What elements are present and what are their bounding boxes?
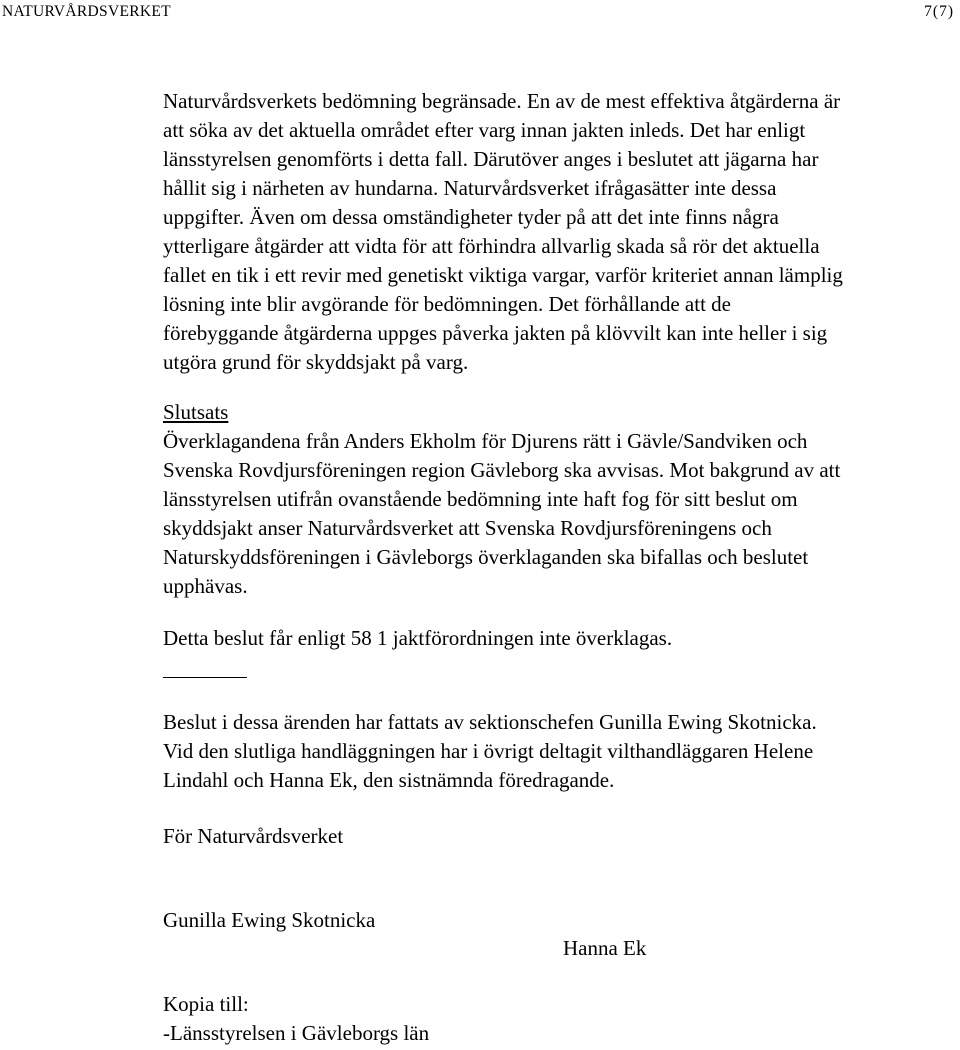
- text-line: förebyggande åtgärderna uppges påverka jakten på klövvilt kan inte heller i sig: [163, 321, 828, 345]
- text-line: fallet en tik i ett revir med genetiskt viktiga vargar, varför kriteriet annan lämplig: [163, 263, 843, 287]
- text-line: Naturvårdsverkets bedömning begränsade. En av de mest effektiva åtgärderna är: [163, 89, 841, 113]
- separator-line: [163, 677, 247, 678]
- conclusion-heading: Slutsats: [163, 400, 229, 424]
- text-line: Överklagandena från Anders Ekholm för Djurens rätt i Gävle/Sandviken och: [163, 429, 808, 453]
- header-agency-name: NATURVÅRDSVERKET: [2, 3, 171, 20]
- copy-label: Kopia till:: [163, 992, 249, 1016]
- appeal-note: Detta beslut får enligt 58 1 jaktförordningen inte överklagas.: [163, 626, 673, 650]
- text-line: upphävas.: [163, 574, 248, 598]
- text-line: Lindahl och Hanna Ek, den sistnämnda föredragande.: [163, 768, 615, 792]
- header-page-number: 7(7): [924, 3, 954, 20]
- text-line: uppgifter. Även om dessa omständigheter tyder på att det inte finns några: [163, 205, 779, 229]
- page-header: [0, 0, 954, 26]
- text-line: Naturskyddsföreningen i Gävleborgs överklaganden ska bifallas och beslutet: [163, 545, 809, 569]
- text-line: ytterligare åtgärder att vidta för att förhindra allvarlig skada så rör det aktuella: [163, 234, 820, 258]
- text-line: länsstyrelsen genomförts i detta fall. Därutöver anges i beslutet att jägarna har: [163, 147, 819, 171]
- text-line: Svenska Rovdjursföreningen region Gävleborg ska avvisas. Mot bakgrund av att: [163, 458, 841, 482]
- text-line: Beslut i dessa ärenden har fattats av sektionschefen Gunilla Ewing Skotnicka.: [163, 710, 817, 734]
- text-line: hållit sig i närheten av hundarna. Naturvårdsverket ifrågasätter inte dessa: [163, 176, 777, 200]
- signatory-name: Gunilla Ewing Skotnicka: [163, 908, 376, 932]
- text-line: lösning inte blir avgörande för bedömningen. Det förhållande att de: [163, 292, 731, 316]
- copy-recipient: -Länsstyrelsen i Gävleborgs län: [163, 1021, 430, 1045]
- signatory-name: Hanna Ek: [563, 936, 647, 960]
- text-line: Vid den slutliga handläggningen har i övrigt deltagit vilthandläggaren Helene: [163, 739, 814, 763]
- for-agency-line: För Naturvårdsverket: [163, 824, 344, 848]
- text-line: länsstyrelsen utifrån ovanstående bedömning inte haft fog för sitt beslut om: [163, 487, 798, 511]
- text-line: utgöra grund för skyddsjakt på varg.: [163, 350, 469, 374]
- text-line: att söka av det aktuella området efter varg innan jakten inleds. Det har enligt: [163, 118, 806, 142]
- text-line: skyddsjakt anser Naturvårdsverket att Svenska Rovdjursföreningens och: [163, 516, 772, 540]
